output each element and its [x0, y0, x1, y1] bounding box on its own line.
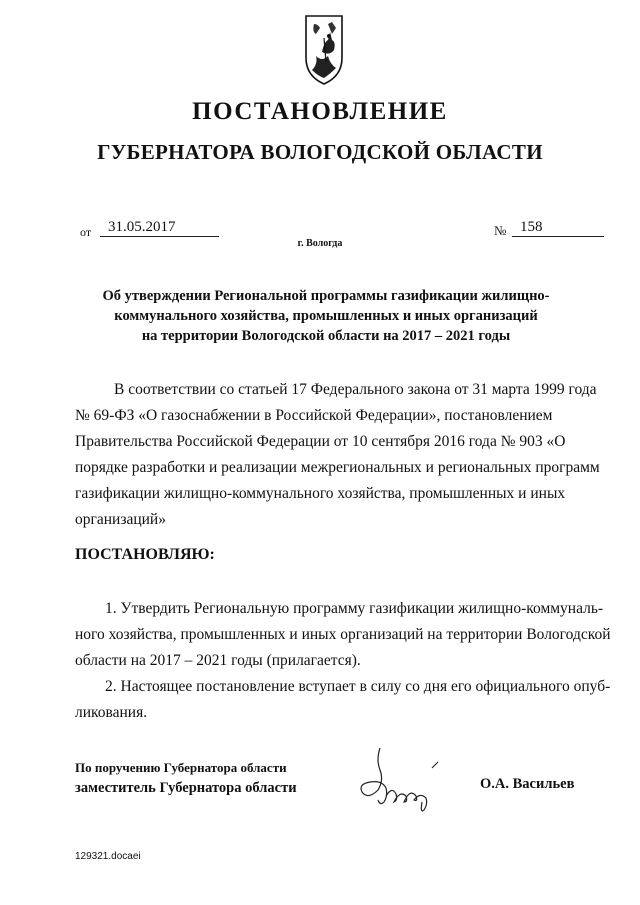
issue-city: г. Вологда — [297, 238, 343, 249]
signer-name: О.А. Васильев — [480, 776, 575, 792]
paragraph-line: газификации жилищно-коммунального хозяйства, промышленных и иных — [75, 485, 566, 502]
decree-items — [75, 596, 611, 726]
document-date: 31.05.2017 — [100, 219, 219, 237]
paragraph-line: Правительства Российской Федерации от 10 сентября 2016 года № 903 «О — [75, 433, 566, 450]
number-prefix: № — [494, 223, 507, 238]
item-line: 2. Настоящее постановление вступает в силу со дня его официального опуб- — [105, 678, 611, 695]
paragraph-line: организаций» — [75, 511, 166, 528]
paragraph-line: № 69-ФЗ «О газоснабжении в Российской Федерации», постановлением — [75, 407, 553, 424]
signer-position — [75, 758, 297, 798]
paragraph-line: порядке разработки и реализации межрегиональных и региональных программ — [75, 459, 600, 476]
signer-line: По поручению Губернатора области — [75, 760, 287, 775]
file-reference: 129321.docaei — [75, 851, 141, 862]
document-subject — [90, 286, 562, 346]
paragraph-line: В соответствии со статьей 17 Федерального закона от 31 марта 1999 года — [114, 381, 597, 398]
item-line: ного хозяйства, промышленных и иных организаций на территории Вологодской — [75, 626, 611, 643]
document-title: ПОСТАНОВЛЕНИЕ — [192, 98, 448, 125]
item-line: области на 2017 – 2021 годы (прилагается). — [75, 652, 361, 669]
handwritten-signature — [350, 740, 450, 820]
signer-line: заместитель Губернатора области — [75, 780, 297, 796]
subject-line: Об утверждении Региональной программы газификации жилищно- — [102, 288, 550, 304]
document-number: 158 — [512, 219, 604, 237]
decree-heading: ПОСТАНОВЛЯЮ: — [75, 546, 215, 563]
date-prefix: от — [80, 225, 92, 239]
document-issuer: ГУБЕРНАТОРА ВОЛОГОДСКОЙ ОБЛАСТИ — [97, 140, 543, 164]
item-line: 1. Утвердить Региональную программу газификации жилищно-коммуналь- — [105, 600, 604, 617]
subject-line: на территории Вологодской области на 2017 – 2021 годы — [141, 328, 511, 344]
coat-of-arms-icon — [302, 12, 346, 88]
legal-basis-paragraph — [75, 377, 600, 533]
subject-line: коммунального хозяйства, промышленных и иных организаций — [114, 308, 538, 324]
item-line: ликования. — [75, 704, 148, 721]
